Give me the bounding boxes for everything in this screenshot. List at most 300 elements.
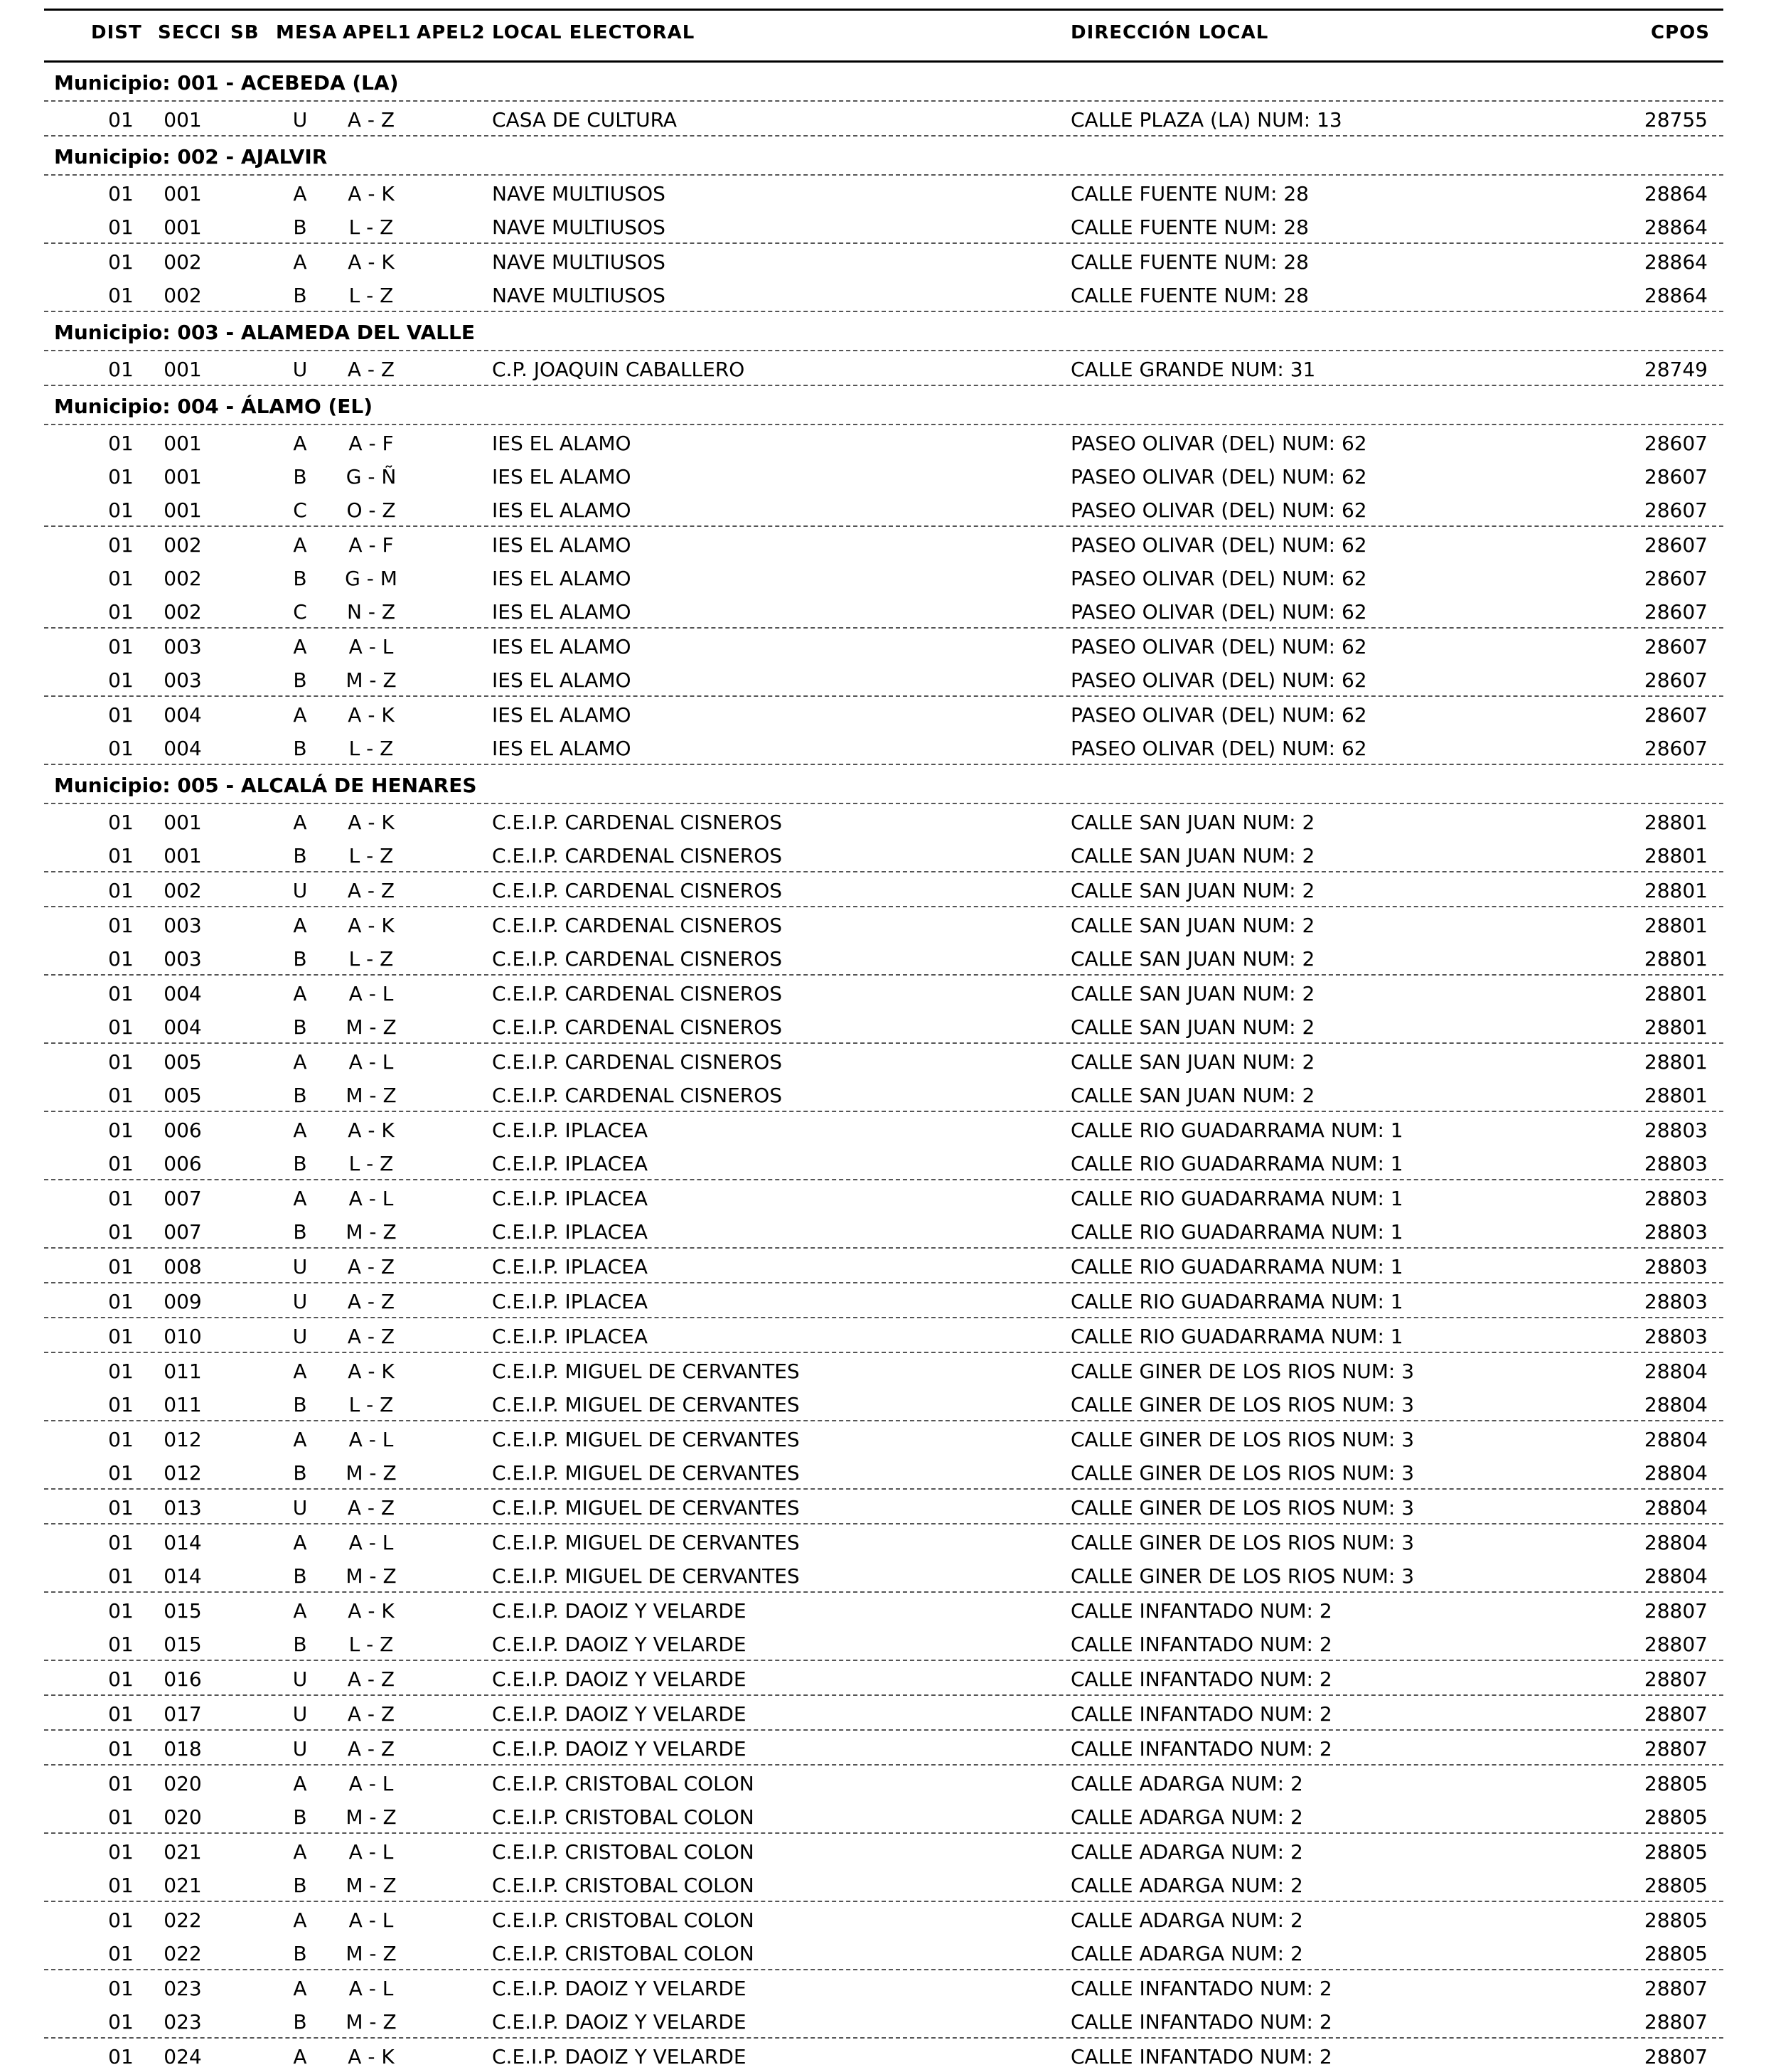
cell-mesa: A <box>293 1599 307 1623</box>
cell-secci: 023 <box>164 2010 202 2034</box>
table-row <box>44 492 1723 527</box>
cell-cpos: 28804 <box>1644 1564 1708 1588</box>
municipio-title <box>44 765 1723 804</box>
cell-cpos: 28801 <box>1644 879 1708 902</box>
cell-apel1: M - Z <box>346 1942 397 1965</box>
cell-secci: 016 <box>164 1667 202 1691</box>
cell-direccion: CALLE SAN JUAN NUM: 2 <box>1071 1084 1315 1107</box>
cell-secci: 001 <box>164 215 202 239</box>
cell-secci: 015 <box>164 1633 202 1656</box>
cell-local: IES EL ALAMO <box>492 635 631 658</box>
cell-apel1: A - K <box>348 914 395 937</box>
table-row <box>44 629 1723 662</box>
cell-direccion: CALLE RIO GUADARRAMA NUM: 1 <box>1071 1220 1403 1244</box>
cell-direccion: CALLE ADARGA NUM: 2 <box>1071 1942 1303 1965</box>
cell-mesa: U <box>292 358 308 381</box>
cell-local: C.E.I.P. CARDENAL CISNEROS <box>492 811 783 834</box>
table-row <box>44 838 1723 872</box>
cell-dist: 01 <box>108 1152 134 1175</box>
table-row <box>44 1626 1723 1661</box>
cell-dist: 01 <box>108 1772 134 1795</box>
table-row <box>44 1283 1723 1318</box>
cell-secci: 010 <box>164 1325 202 1348</box>
cell-local: NAVE MULTIUSOS <box>492 284 665 307</box>
cell-cpos: 28804 <box>1644 1531 1708 1554</box>
header-local: LOCAL ELECTORAL <box>492 22 695 43</box>
cell-secci: 001 <box>164 108 202 132</box>
cell-direccion: CALLE SAN JUAN NUM: 2 <box>1071 914 1315 937</box>
table-row <box>44 804 1723 838</box>
cell-apel1: L - Z <box>348 284 394 307</box>
cell-apel1: M - Z <box>346 1220 397 1244</box>
table-row <box>44 1970 1723 2004</box>
cell-secci: 014 <box>164 1531 202 1554</box>
cell-dist: 01 <box>108 1908 134 1932</box>
cell-apel1: A - K <box>348 703 395 727</box>
cell-mesa: A <box>293 914 307 937</box>
cell-mesa: U <box>292 1290 308 1313</box>
cell-apel1: G - Ñ <box>346 465 397 488</box>
cell-apel1: L - Z <box>348 947 394 971</box>
cell-dist: 01 <box>108 1290 134 1313</box>
cell-local: CASA DE CULTURA <box>492 108 678 132</box>
cell-direccion: CALLE SAN JUAN NUM: 2 <box>1071 1015 1315 1039</box>
cell-direccion: CALLE FUENTE NUM: 28 <box>1071 182 1309 205</box>
cell-mesa: A <box>293 2045 307 2068</box>
cell-local: C.E.I.P. DAOIZ Y VELARDE <box>492 1977 746 2000</box>
cell-direccion: CALLE INFANTADO NUM: 2 <box>1071 2045 1332 2068</box>
municipio-title-text: Municipio: 003 - ALAMEDA DEL VALLE <box>54 321 475 344</box>
cell-dist: 01 <box>108 879 134 902</box>
cell-dist: 01 <box>108 1805 134 1829</box>
cell-cpos: 28804 <box>1644 1360 1708 1383</box>
cell-secci: 011 <box>164 1360 202 1383</box>
cell-mesa: B <box>293 1461 307 1485</box>
cell-dist: 01 <box>108 1633 134 1656</box>
cell-cpos: 28607 <box>1644 432 1708 455</box>
cell-secci: 021 <box>164 1874 202 1897</box>
cell-direccion: CALLE GINER DE LOS RIOS NUM: 3 <box>1071 1564 1415 1588</box>
table-row <box>44 459 1723 492</box>
cell-cpos: 28803 <box>1644 1325 1708 1348</box>
cell-local: C.E.I.P. CRISTOBAL COLON <box>492 1908 754 1932</box>
cell-apel1: A - L <box>348 1050 394 1074</box>
cell-dist: 01 <box>108 1360 134 1383</box>
cell-secci: 001 <box>164 358 202 381</box>
cell-secci: 012 <box>164 1428 202 1451</box>
cell-mesa: B <box>293 1015 307 1039</box>
cell-cpos: 28749 <box>1644 358 1708 381</box>
table-row <box>44 872 1723 907</box>
cell-local: C.E.I.P. MIGUEL DE CERVANTES <box>492 1531 800 1554</box>
cell-apel1: A - Z <box>347 879 395 902</box>
cell-direccion: PASEO OLIVAR (DEL) NUM: 62 <box>1071 567 1367 590</box>
cell-dist: 01 <box>108 498 134 522</box>
table-row <box>44 1421 1723 1455</box>
cell-apel1: A - K <box>348 2045 395 2068</box>
cell-dist: 01 <box>108 914 134 937</box>
table-row <box>44 1834 1723 1867</box>
cell-dist: 01 <box>108 1667 134 1691</box>
cell-cpos: 28607 <box>1644 498 1708 522</box>
table-row <box>44 1799 1723 1834</box>
table-header <box>44 11 1723 63</box>
cell-secci: 002 <box>164 284 202 307</box>
cell-direccion: CALLE RIO GUADARRAMA NUM: 1 <box>1071 1118 1403 1142</box>
cell-dist: 01 <box>108 358 134 381</box>
cell-mesa: C <box>293 498 307 522</box>
cell-local: C.E.I.P. CARDENAL CISNEROS <box>492 1015 783 1039</box>
cell-secci: 012 <box>164 1461 202 1485</box>
cell-secci: 004 <box>164 982 202 1005</box>
cell-local: C.E.I.P. DAOIZ Y VELARDE <box>492 1633 746 1656</box>
cell-local: IES EL ALAMO <box>492 703 631 727</box>
table-row <box>44 1558 1723 1593</box>
table-row <box>44 1902 1723 1935</box>
cell-secci: 007 <box>164 1220 202 1244</box>
cell-mesa: A <box>293 1118 307 1142</box>
cell-direccion: CALLE SAN JUAN NUM: 2 <box>1071 879 1315 902</box>
cell-direccion: CALLE INFANTADO NUM: 2 <box>1071 1737 1332 1761</box>
cell-direccion: CALLE ADARGA NUM: 2 <box>1071 1772 1303 1795</box>
cell-secci: 008 <box>164 1255 202 1278</box>
cell-cpos: 28807 <box>1644 1599 1708 1623</box>
cell-direccion: CALLE ADARGA NUM: 2 <box>1071 1874 1303 1897</box>
cell-local: C.E.I.P. CRISTOBAL COLON <box>492 1942 754 1965</box>
cell-apel1: A - Z <box>347 358 395 381</box>
header-secci: SECCI <box>158 22 222 43</box>
cell-mesa: B <box>293 1633 307 1656</box>
cell-dist: 01 <box>108 250 134 274</box>
cell-apel1: A - Z <box>347 1496 395 1520</box>
cell-mesa: B <box>293 2010 307 2034</box>
cell-cpos: 28805 <box>1644 1942 1708 1965</box>
cell-secci: 003 <box>164 914 202 937</box>
header-mesa: MESA <box>276 22 338 43</box>
cell-mesa: B <box>293 668 307 692</box>
cell-dist: 01 <box>108 737 134 760</box>
cell-local: IES EL ALAMO <box>492 600 631 624</box>
cell-apel1: A - L <box>348 1840 394 1864</box>
cell-mesa: B <box>293 1874 307 1897</box>
municipio-title-text: Municipio: 005 - ALCALÁ DE HENARES <box>54 774 477 797</box>
cell-apel1: L - Z <box>348 1633 394 1656</box>
cell-dist: 01 <box>108 1599 134 1623</box>
cell-apel1: G - M <box>345 567 397 590</box>
cell-local: C.E.I.P. CARDENAL CISNEROS <box>492 844 783 867</box>
cell-secci: 020 <box>164 1772 202 1795</box>
cell-secci: 001 <box>164 432 202 455</box>
table-row <box>44 1214 1723 1249</box>
cell-dist: 01 <box>108 284 134 307</box>
cell-cpos: 28803 <box>1644 1255 1708 1278</box>
cell-direccion: CALLE FUENTE NUM: 28 <box>1071 250 1309 274</box>
table-row <box>44 425 1723 459</box>
cell-direccion: CALLE SAN JUAN NUM: 2 <box>1071 811 1315 834</box>
cell-mesa: U <box>292 879 308 902</box>
cell-direccion: CALLE INFANTADO NUM: 2 <box>1071 1702 1332 1726</box>
cell-local: C.E.I.P. CRISTOBAL COLON <box>492 1805 754 1829</box>
table-row <box>44 1249 1723 1283</box>
cell-cpos: 28807 <box>1644 1702 1708 1726</box>
cell-local: C.P. JOAQUIN CABALLERO <box>492 358 745 381</box>
cell-local: C.E.I.P. MIGUEL DE CERVANTES <box>492 1360 800 1383</box>
cell-apel1: A - L <box>348 1977 394 2000</box>
cell-apel1: A - L <box>348 982 394 1005</box>
cell-local: IES EL ALAMO <box>492 567 631 590</box>
cell-dist: 01 <box>108 1840 134 1864</box>
cell-dist: 01 <box>108 108 134 132</box>
cell-mesa: A <box>293 1908 307 1932</box>
table-row <box>44 662 1723 697</box>
table-row <box>44 2039 1723 2072</box>
cell-secci: 024 <box>164 2045 202 2068</box>
table-row <box>44 1353 1723 1387</box>
cell-dist: 01 <box>108 1564 134 1588</box>
municipio-title-text: Municipio: 004 - ÁLAMO (EL) <box>54 395 373 418</box>
cell-direccion: CALLE ADARGA NUM: 2 <box>1071 1840 1303 1864</box>
table-row <box>44 176 1723 209</box>
cell-direccion: CALLE GINER DE LOS RIOS NUM: 3 <box>1071 1428 1415 1451</box>
cell-secci: 001 <box>164 844 202 867</box>
cell-local: C.E.I.P. IPLACEA <box>492 1152 648 1175</box>
table-row <box>44 209 1723 244</box>
cell-mesa: B <box>293 567 307 590</box>
cell-dist: 01 <box>108 703 134 727</box>
cell-dist: 01 <box>108 1015 134 1039</box>
table-row <box>44 976 1723 1009</box>
cell-dist: 01 <box>108 1084 134 1107</box>
table-row <box>44 594 1723 629</box>
cell-secci: 001 <box>164 182 202 205</box>
cell-cpos: 28864 <box>1644 250 1708 274</box>
cell-mesa: A <box>293 1772 307 1795</box>
cell-local: C.E.I.P. IPLACEA <box>492 1325 648 1348</box>
cell-direccion: PASEO OLIVAR (DEL) NUM: 62 <box>1071 533 1367 557</box>
cell-apel1: A - K <box>348 182 395 205</box>
cell-apel1: M - Z <box>346 1874 397 1897</box>
cell-apel1: A - L <box>348 1531 394 1554</box>
table-row <box>44 1696 1723 1731</box>
cell-dist: 01 <box>108 635 134 658</box>
cell-cpos: 28807 <box>1644 1667 1708 1691</box>
cell-mesa: B <box>293 465 307 488</box>
cell-secci: 017 <box>164 1702 202 1726</box>
cell-local: IES EL ALAMO <box>492 432 631 455</box>
cell-dist: 01 <box>108 1874 134 1897</box>
cell-local: C.E.I.P. IPLACEA <box>492 1220 648 1244</box>
cell-apel1: A - F <box>348 533 394 557</box>
cell-secci: 007 <box>164 1187 202 1210</box>
municipio-title <box>44 312 1723 351</box>
table-row <box>44 1387 1723 1421</box>
cell-secci: 003 <box>164 635 202 658</box>
cell-apel1: M - Z <box>346 1461 397 1485</box>
cell-secci: 022 <box>164 1942 202 1965</box>
table-row <box>44 560 1723 594</box>
cell-apel1: A - Z <box>347 1255 395 1278</box>
cell-direccion: CALLE INFANTADO NUM: 2 <box>1071 1667 1332 1691</box>
cell-direccion: PASEO OLIVAR (DEL) NUM: 62 <box>1071 432 1367 455</box>
cell-apel1: O - Z <box>346 498 396 522</box>
cell-direccion: PASEO OLIVAR (DEL) NUM: 62 <box>1071 703 1367 727</box>
cell-direccion: PASEO OLIVAR (DEL) NUM: 62 <box>1071 668 1367 692</box>
cell-local: C.E.I.P. IPLACEA <box>492 1187 648 1210</box>
cell-dist: 01 <box>108 2045 134 2068</box>
cell-cpos: 28804 <box>1644 1428 1708 1451</box>
cell-apel1: M - Z <box>346 2010 397 2034</box>
cell-direccion: CALLE FUENTE NUM: 28 <box>1071 215 1309 239</box>
cell-direccion: CALLE RIO GUADARRAMA NUM: 1 <box>1071 1290 1403 1313</box>
cell-cpos: 28807 <box>1644 2045 1708 2068</box>
cell-secci: 004 <box>164 1015 202 1039</box>
cell-local: C.E.I.P. IPLACEA <box>492 1290 648 1313</box>
cell-dist: 01 <box>108 1325 134 1348</box>
cell-apel1: L - Z <box>348 844 394 867</box>
cell-secci: 001 <box>164 811 202 834</box>
cell-direccion: PASEO OLIVAR (DEL) NUM: 62 <box>1071 600 1367 624</box>
cell-cpos: 28804 <box>1644 1461 1708 1485</box>
cell-apel1: A - L <box>348 635 394 658</box>
cell-cpos: 28807 <box>1644 1633 1708 1656</box>
cell-apel1: A - L <box>348 1908 394 1932</box>
cell-cpos: 28804 <box>1644 1496 1708 1520</box>
cell-local: C.E.I.P. DAOIZ Y VELARDE <box>492 2045 746 2068</box>
cell-cpos: 28801 <box>1644 1084 1708 1107</box>
cell-mesa: B <box>293 1805 307 1829</box>
cell-local: C.E.I.P. MIGUEL DE CERVANTES <box>492 1564 800 1588</box>
cell-direccion: PASEO OLIVAR (DEL) NUM: 62 <box>1071 635 1367 658</box>
cell-mesa: B <box>293 844 307 867</box>
cell-mesa: A <box>293 1840 307 1864</box>
cell-apel1: L - Z <box>348 1152 394 1175</box>
cell-direccion: CALLE RIO GUADARRAMA NUM: 1 <box>1071 1187 1403 1210</box>
cell-local: C.E.I.P. DAOIZ Y VELARDE <box>492 1737 746 1761</box>
cell-cpos: 28864 <box>1644 215 1708 239</box>
cell-mesa: B <box>293 1220 307 1244</box>
cell-dist: 01 <box>108 215 134 239</box>
cell-apel1: A - L <box>348 1428 394 1451</box>
cell-direccion: CALLE GINER DE LOS RIOS NUM: 3 <box>1071 1393 1415 1416</box>
cell-direccion: CALLE GINER DE LOS RIOS NUM: 3 <box>1071 1360 1415 1383</box>
cell-cpos: 28807 <box>1644 2010 1708 2034</box>
table-row <box>44 351 1723 386</box>
cell-direccion: CALLE RIO GUADARRAMA NUM: 1 <box>1071 1325 1403 1348</box>
cell-direccion: CALLE SAN JUAN NUM: 2 <box>1071 1050 1315 1074</box>
cell-cpos: 28803 <box>1644 1290 1708 1313</box>
cell-dist: 01 <box>108 982 134 1005</box>
cell-apel1: A - K <box>348 1360 395 1383</box>
table-row <box>44 1731 1723 1766</box>
municipio-title <box>44 137 1723 176</box>
table-row <box>44 2004 1723 2039</box>
cell-mesa: U <box>292 1255 308 1278</box>
cell-direccion: CALLE GINER DE LOS RIOS NUM: 3 <box>1071 1531 1415 1554</box>
cell-cpos: 28607 <box>1644 635 1708 658</box>
cell-direccion: CALLE RIO GUADARRAMA NUM: 1 <box>1071 1255 1403 1278</box>
table-row <box>44 1009 1723 1044</box>
cell-apel1: A - K <box>348 811 395 834</box>
cell-dist: 01 <box>108 668 134 692</box>
cell-apel1: M - Z <box>346 668 397 692</box>
cell-cpos: 28801 <box>1644 914 1708 937</box>
cell-direccion: CALLE RIO GUADARRAMA NUM: 1 <box>1071 1152 1403 1175</box>
cell-local: NAVE MULTIUSOS <box>492 215 665 239</box>
table-row <box>44 1867 1723 1902</box>
municipio-title-text: Municipio: 002 - AJALVIR <box>54 145 328 169</box>
cell-dist: 01 <box>108 844 134 867</box>
cell-mesa: A <box>293 1531 307 1554</box>
cell-local: C.E.I.P. DAOIZ Y VELARDE <box>492 1599 746 1623</box>
table-row <box>44 1766 1723 1799</box>
cell-direccion: CALLE SAN JUAN NUM: 2 <box>1071 947 1315 971</box>
cell-mesa: U <box>292 1496 308 1520</box>
cell-local: C.E.I.P. CARDENAL CISNEROS <box>492 947 783 971</box>
cell-dist: 01 <box>108 1393 134 1416</box>
cell-local: C.E.I.P. DAOIZ Y VELARDE <box>492 1667 746 1691</box>
cell-secci: 003 <box>164 668 202 692</box>
cell-mesa: B <box>293 1942 307 1965</box>
table-row <box>44 244 1723 277</box>
cell-local: C.E.I.P. MIGUEL DE CERVANTES <box>492 1496 800 1520</box>
cell-secci: 009 <box>164 1290 202 1313</box>
cell-apel1: A - Z <box>347 1702 395 1726</box>
cell-mesa: A <box>293 811 307 834</box>
cell-cpos: 28801 <box>1644 844 1708 867</box>
cell-dist: 01 <box>108 465 134 488</box>
cell-cpos: 28801 <box>1644 982 1708 1005</box>
cell-secci: 004 <box>164 737 202 760</box>
table-row <box>44 730 1723 765</box>
cell-apel1: N - Z <box>346 600 396 624</box>
cell-secci: 022 <box>164 1908 202 1932</box>
cell-apel1: A - Z <box>347 1667 395 1691</box>
cell-local: IES EL ALAMO <box>492 533 631 557</box>
cell-cpos: 28803 <box>1644 1187 1708 1210</box>
cell-cpos: 28801 <box>1644 811 1708 834</box>
cell-cpos: 28801 <box>1644 1015 1708 1039</box>
cell-mesa: U <box>292 1325 308 1348</box>
cell-apel1: M - Z <box>346 1805 397 1829</box>
cell-apel1: A - K <box>348 250 395 274</box>
cell-cpos: 28755 <box>1644 108 1708 132</box>
cell-apel1: L - Z <box>348 1393 394 1416</box>
cell-mesa: U <box>292 1702 308 1726</box>
header-sb: SB <box>230 22 259 43</box>
cell-dist: 01 <box>108 1187 134 1210</box>
cell-local: IES EL ALAMO <box>492 668 631 692</box>
cell-direccion: PASEO OLIVAR (DEL) NUM: 62 <box>1071 465 1367 488</box>
cell-mesa: U <box>292 1667 308 1691</box>
cell-secci: 003 <box>164 947 202 971</box>
cell-cpos: 28805 <box>1644 1805 1708 1829</box>
cell-secci: 005 <box>164 1050 202 1074</box>
cell-cpos: 28607 <box>1644 703 1708 727</box>
cell-mesa: A <box>293 1050 307 1074</box>
cell-local: C.E.I.P. CARDENAL CISNEROS <box>492 1084 783 1107</box>
cell-cpos: 28803 <box>1644 1152 1708 1175</box>
cell-dist: 01 <box>108 2010 134 2034</box>
cell-apel1: A - Z <box>347 1325 395 1348</box>
cell-mesa: B <box>293 1084 307 1107</box>
cell-cpos: 28607 <box>1644 737 1708 760</box>
cell-cpos: 28864 <box>1644 182 1708 205</box>
municipio-title-text: Municipio: 001 - ACEBEDA (LA) <box>54 71 399 95</box>
cell-dist: 01 <box>108 600 134 624</box>
cell-dist: 01 <box>108 947 134 971</box>
cell-secci: 005 <box>164 1084 202 1107</box>
cell-dist: 01 <box>108 182 134 205</box>
